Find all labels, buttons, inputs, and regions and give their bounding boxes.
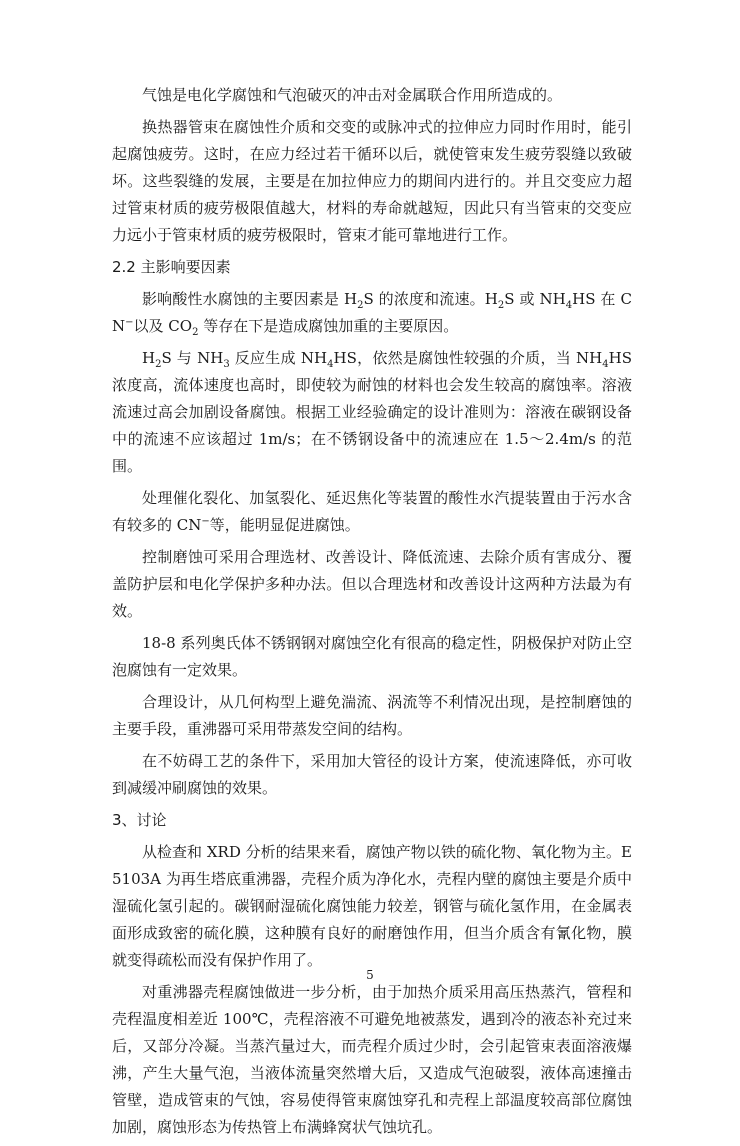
paragraph-pipe-diameter: 在不妨碍工艺的条件下，采用加大管径的设计方案，使流速降低，亦可收到减缓冲刷腐蚀的效果。 (112, 752, 632, 797)
paragraph-reboiler-shell-analysis: 对重沸器壳程腐蚀做进一步分析，由于加热介质采用高压热蒸汽，管程和壳程温度相差近 100℃，壳程溶液不可避免地被蒸发，遇到冷的液态补充过来后，又部分冷凝。当蒸汽量过大，而壳程介质过少时，会引起管束表面溶液爆沸，产生大量气泡，当液体流量突然增大后，又造成气泡破裂，液体高速撞击管壁，造成管束的气蚀，容易使得管束腐蚀穿孔和壳程上部温度较高部位腐蚀加剧，腐蚀形态为传热管上布满蜂窝状气蚀坑孔。 (112, 983, 632, 1136)
section-heading-3: 3、讨论 (112, 811, 167, 829)
paragraph-xrd-analysis: 从检查和 XRD 分析的结果来看，腐蚀产物以铁的硫化物、氧化物为主。E5103A 为再生塔底重沸器，壳程介质为净化水，壳程内壁的腐蚀主要是介质中湿硫化氢引起的。碳钢耐湿硫化腐蚀能力较差，钢管与硫化氢作用，在金属表面形成致密的硫化膜，这种膜有良好的耐磨蚀作用，但当介质含有氰化物，膜就变得疏松而没有保护作用了。 (112, 843, 632, 969)
paragraph-cavitation-definition: 气蚀是电化学腐蚀和气泡破灭的冲击对金属联合作用所造成的。 (142, 86, 563, 104)
paragraph-acidic-water-factors: 影响酸性水腐蚀的主要因素是 $H_2S$ 的浓度和流速。$H_2S$ 或 $NH_4HS$ 在 CN−以及 $CO_2$ 等存在下是造成腐蚀加重的主要原因。 (112, 290, 632, 338)
body-text (112, 82, 632, 1146)
paragraph-corrosion-fatigue: 换热器管束在腐蚀性介质和交变的或脉冲式的拉伸应力同时作用时，能引起腐蚀疲劳。这时，在应力经过若干循环以后，就使管束发生疲劳裂缝以致破坏。这些裂缝的发展，主要是在加拉伸应力的期间内进行的。并且交变应力超过管束材质的疲劳极限值越大，材料的寿命就越短，因此只有当管束的交变应力远小于管束材质的疲劳极限时，管束才能可靠地进行工作。 (112, 118, 632, 244)
paragraph-cyanide-effect: 处理催化裂化、加氢裂化、延迟焦化等装置的酸性水汽提装置由于污水含有较多的 CN−等，能明显促进腐蚀。 (112, 489, 632, 534)
page-number: 5 (366, 968, 374, 982)
paragraph-reasonable-design: 合理设计，从几何构型上避免湍流、涡流等不利情况出现，是控制磨蚀的主要手段，重沸器可采用带蒸发空间的结构。 (112, 693, 632, 738)
section-heading-2-2: 2.2 主影响要因素 (112, 258, 231, 276)
paragraph-stainless-steel: 18-8 系列奥氏体不锈钢钢对腐蚀空化有很高的稳定性，阴极保护对防止空泡腐蚀有一定效果。 (112, 634, 632, 679)
paragraph-erosion-control: 控制磨蚀可采用合理选材、改善设计、降低流速、去除介质有害成分、覆盖防护层和电化学保护多种办法。但以合理选材和改善设计这两种方法最为有效。 (112, 548, 632, 620)
paragraph-nh4hs-flow-rate: $H_2S$ 与 $NH_3$ 反应生成 $NH_4HS$，依然是腐蚀性较强的介质，当 $NH_4HS$ 浓度高，流体速度也高时，即使较为耐蚀的材料也会发生较高的腐蚀率。溶液流速过高会加剧设备腐蚀。根据工业经验确定的设计准则为：溶液在碳钢设备中的流速不应该超过 1m/s；在不锈钢设备中的流速应在 1.5～2.4m/s 的范围。 (112, 349, 632, 475)
